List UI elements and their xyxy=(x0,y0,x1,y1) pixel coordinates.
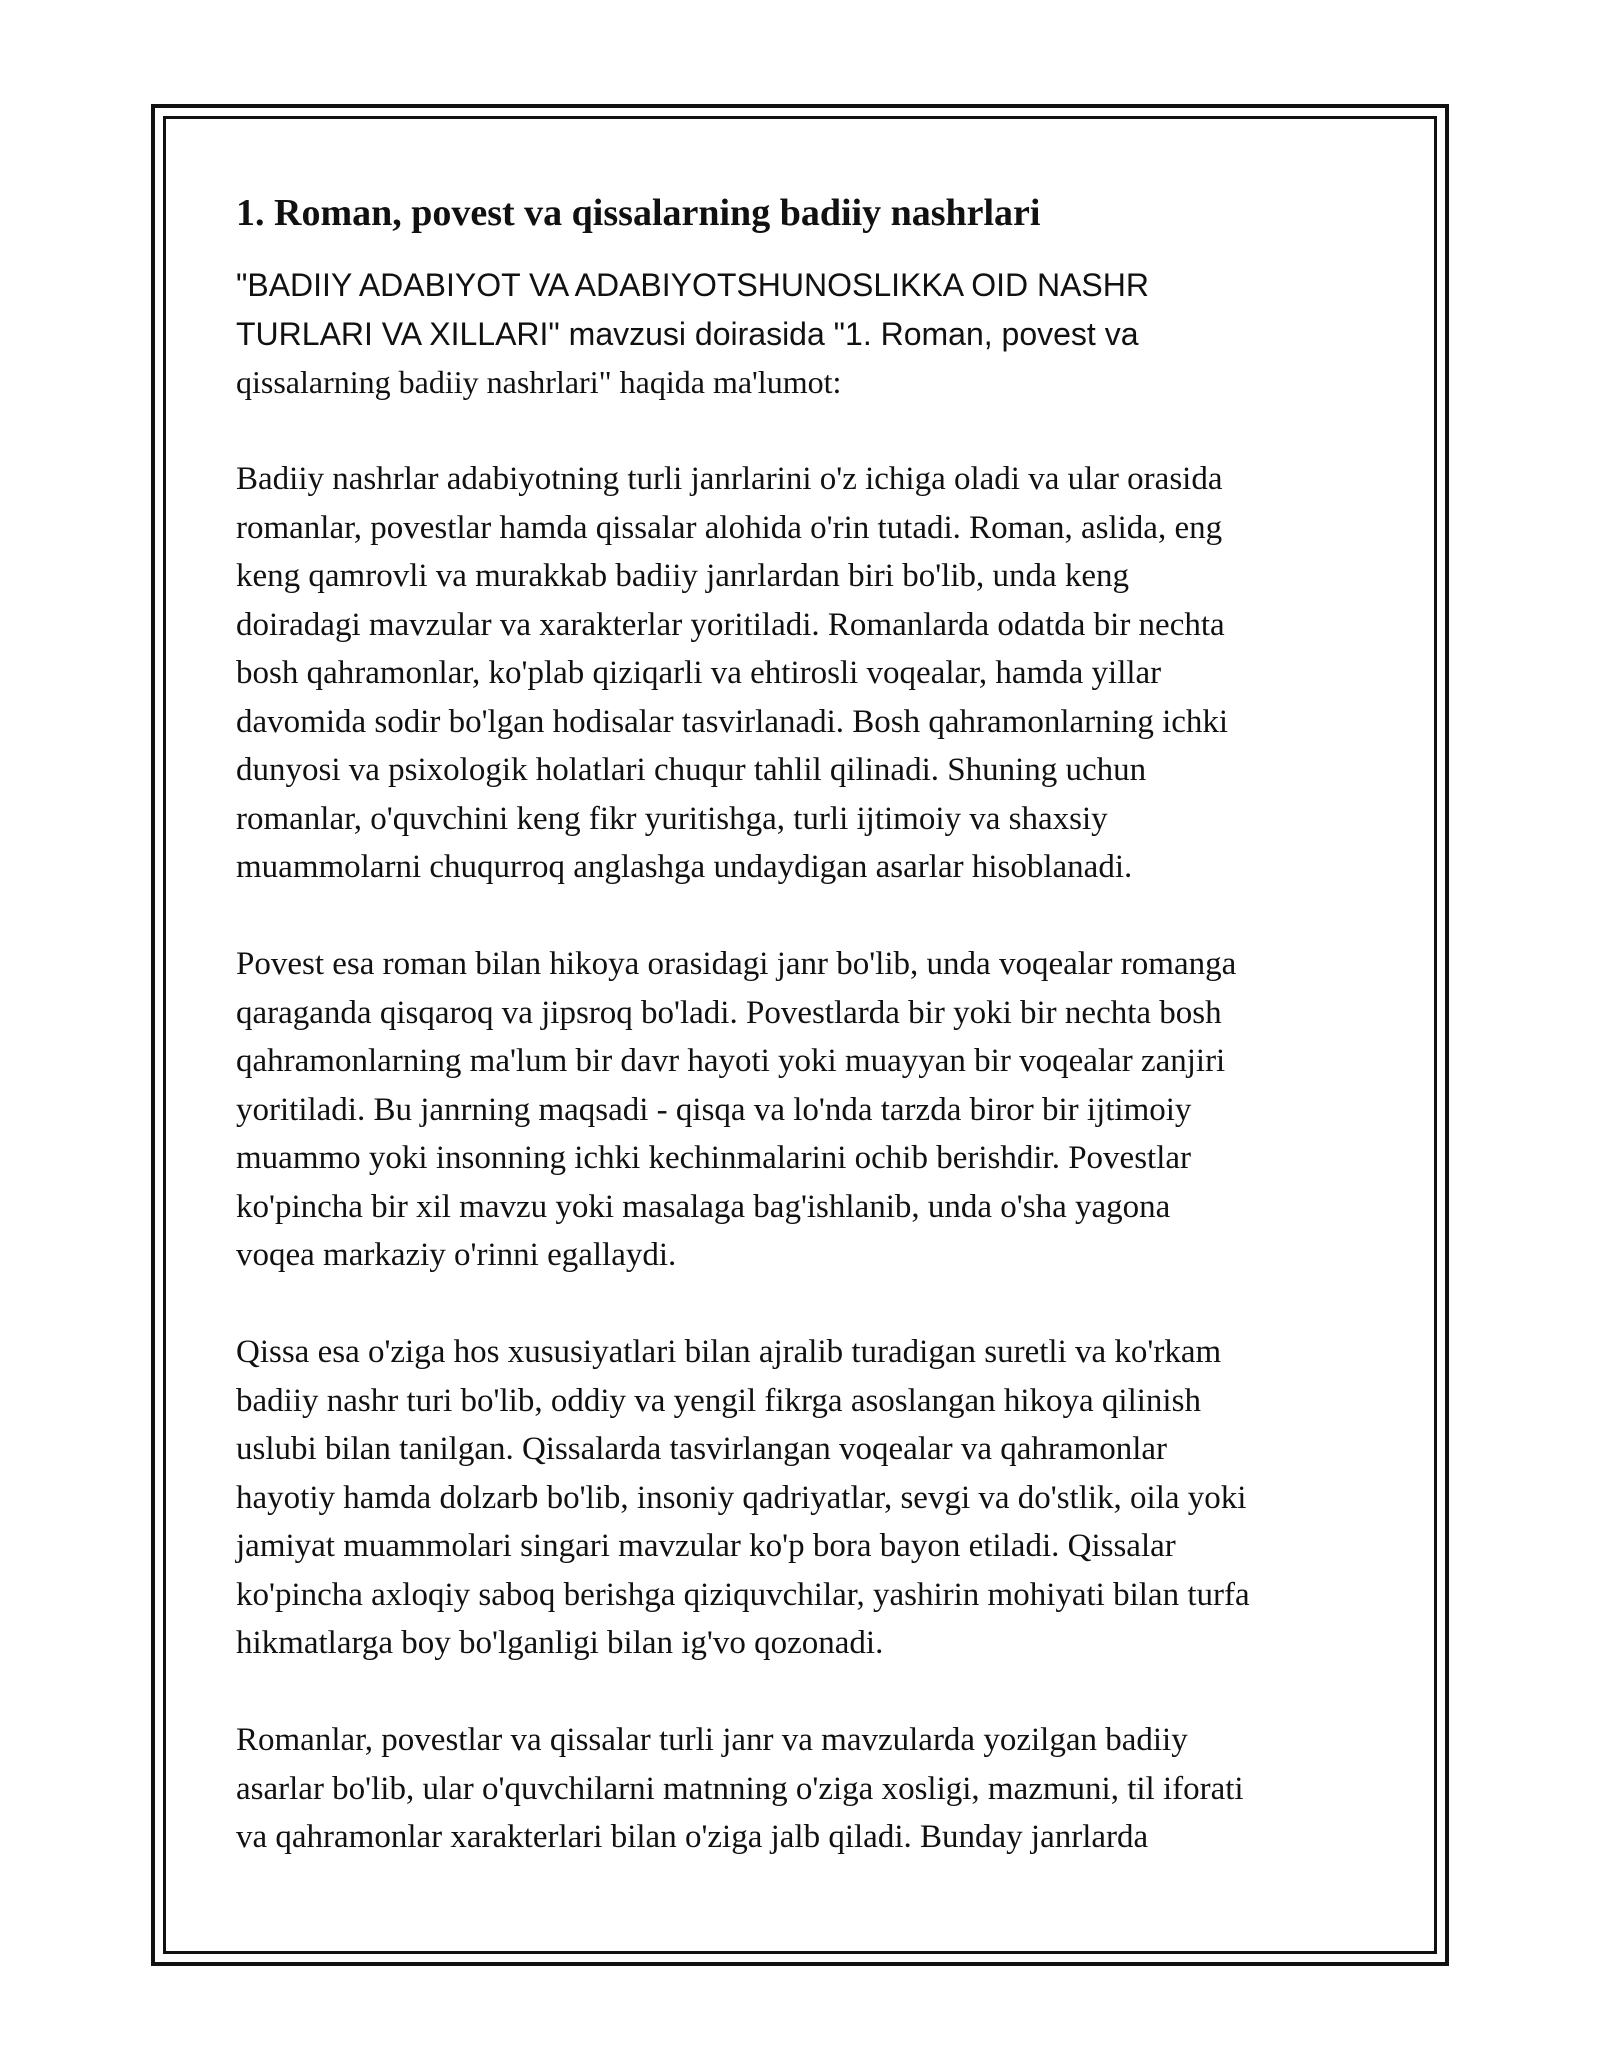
paragraph-povest xyxy=(236,940,1376,1280)
paragraph-line: qahramonlarning ma'lum bir davr hayoti yoki muayyan bir voqealar zanjiri xyxy=(236,1043,1226,1079)
document-body xyxy=(236,188,1376,1910)
paragraph-line: muammolarni chuqurroq anglashga undaydigan asarlar hisoblanadi. xyxy=(236,849,1133,885)
intro-line: "BADIIY ADABIYOT VA ADABIYOTSHUNOSLIKKA OID NASHR xyxy=(236,267,1149,303)
paragraph-line: Qissa esa o'ziga hos xususiyatlari bilan ajralib turadigan suretli va ko'rkam xyxy=(236,1334,1222,1370)
paragraph-line: badiiy nashr turi bo'lib, oddiy va yengil fikrga asoslangan hikoya qilinish xyxy=(236,1382,1201,1419)
paragraph-line: Romanlar, povestlar va qissalar turli janr va mavzularda yozilgan badiiy xyxy=(236,1722,1188,1758)
intro-paragraph xyxy=(236,261,1376,407)
paragraph-line: muammo yoki insonning ichki kechinmalarini ochib berishdir. Povestlar xyxy=(236,1140,1192,1176)
paragraph-qissa xyxy=(236,1328,1376,1668)
paragraph-line: keng qamrovli va murakkab badiiy janrlardan biri bo'lib, unda keng xyxy=(236,558,1130,594)
paragraph-line: bosh qahramonlar, ko'plab qiziqarli va ehtirosli voqealar, hamda yillar xyxy=(236,655,1162,691)
paragraph-line: Badiiy nashrlar adabiyotning turli janrlarini o'z ichiga oladi va ular orasida xyxy=(236,461,1223,497)
paragraph-line: doiradagi mavzular va xarakterlar yoritiladi. Romanlarda odatda bir nechta xyxy=(236,606,1225,643)
paragraph-line: jamiyat muammolari singari mavzular ko'p bora bayon etiladi. Qissalar xyxy=(236,1528,1176,1564)
paragraph-line: hayotiy hamda dolzarb bo'lib, insoniy qadriyatlar, sevgi va do'stlik, oila yoki xyxy=(236,1479,1247,1516)
paragraph-line: davomida sodir bo'lgan hodisalar tasvirlanadi. Bosh qahramonlarning ichki xyxy=(236,703,1229,740)
paragraph-line: va qahramonlar xarakterlari bilan o'ziga jalb qiladi. Bunday janrlarda xyxy=(236,1819,1149,1855)
intro-line: qissalarning badiiy nashrlari" haqida ma'lumot: xyxy=(236,364,842,400)
paragraph-line: ko'pincha bir xil mavzu yoki masalaga bag'ishlanib, unda o'sha yagona xyxy=(236,1188,1171,1225)
paragraph-line: asarlar bo'lib, ular o'quvchilarni matnning o'ziga xosligi, mazmuni, til iforati xyxy=(236,1770,1244,1807)
paragraph-line: ko'pincha axloqiy saboq berishga qiziquvchilar, yashirin mohiyati bilan turfa xyxy=(236,1576,1250,1613)
paragraph-line: uslubi bilan tanilgan. Qissalarda tasvirlangan voqealar va qahramonlar xyxy=(236,1431,1168,1467)
paragraph-summary xyxy=(236,1716,1376,1862)
paragraph-line: hikmatlarga boy bo'lganligi bilan ig'vo qozonadi. xyxy=(236,1625,884,1661)
paragraph-line: dunyosi va psixologik holatlari chuqur tahlil qilinadi. Shuning uchun xyxy=(236,752,1147,788)
document-title: 1. Roman, povest va qissalarning badiiy nashrlari xyxy=(236,192,1041,234)
paragraph-line: Povest esa roman bilan hikoya orasidagi janr bo'lib, unda voqealar romanga xyxy=(236,946,1237,982)
paragraph-line: voqea markaziy o'rinni egallaydi. xyxy=(236,1237,677,1273)
paragraph-line: romanlar, o'quvchini keng fikr yuritishga, turli ijtimoiy va shaxsiy xyxy=(236,800,1108,837)
intro-line: TURLARI VA XILLARI" mavzusi doirasida "1. Roman, povest va xyxy=(236,315,1139,352)
paragraph-line: yoritiladi. Bu janrning maqsadi - qisqa va lo'nda tarzda biror bir ijtimoiy xyxy=(236,1091,1192,1128)
paragraph-line: qaraganda qisqaroq va jipsroq bo'ladi. Povestlarda bir yoki bir nechta bosh xyxy=(236,994,1222,1031)
paragraph-line: romanlar, povestlar hamda qissalar alohida o'rin tutadi. Roman, aslida, eng xyxy=(236,509,1223,546)
paragraph-roman xyxy=(236,455,1376,892)
